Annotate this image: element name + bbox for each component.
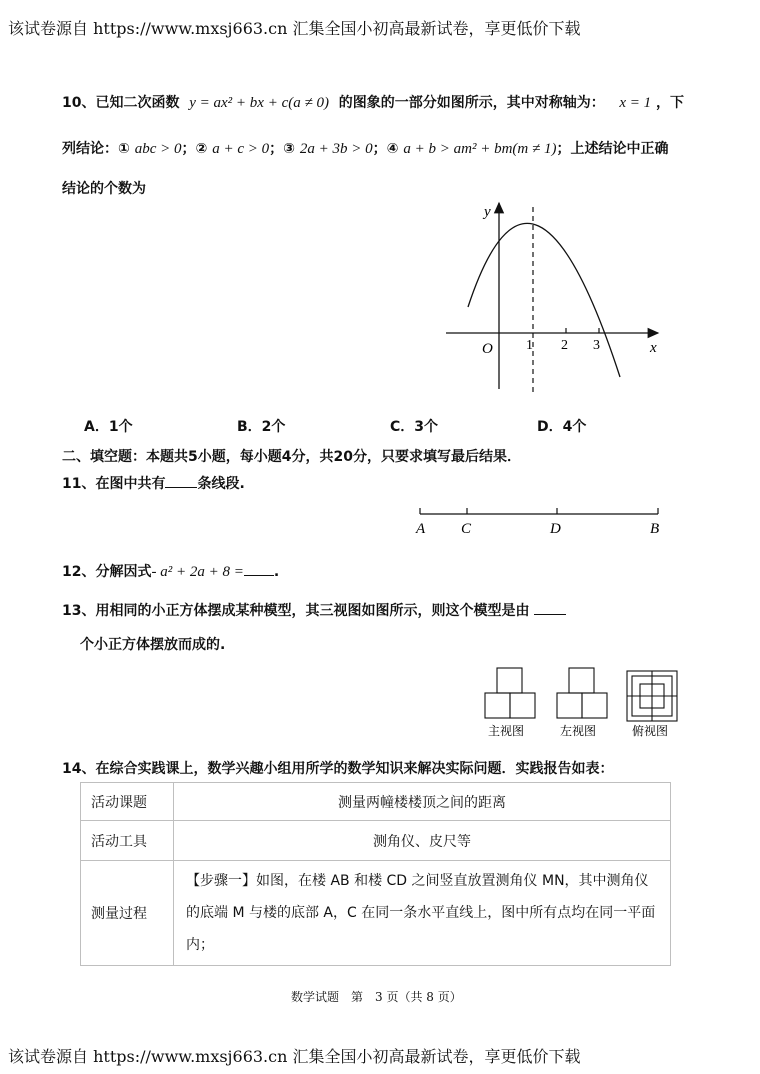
front-view bbox=[485, 668, 535, 718]
point-d-label: D bbox=[550, 521, 561, 537]
tick-label-1: 1 bbox=[526, 338, 533, 353]
q10-text-7: ；④ bbox=[372, 141, 399, 157]
q10-axis: x = 1 bbox=[619, 95, 652, 111]
q10-text-3: ，下 bbox=[655, 95, 684, 111]
segment-figure bbox=[410, 502, 670, 538]
q12-answer-blank bbox=[244, 561, 274, 576]
row-label-topic: 活动课题 bbox=[81, 783, 174, 821]
q14-intro: 14、在综合实践课上，数学兴趣小组用所学的数学知识来解决实际问题．实践报告如表： bbox=[62, 761, 614, 777]
three-views-figure bbox=[480, 665, 680, 743]
q10-conclusion-4: a + b > am² + bm(m ≠ 1) bbox=[403, 141, 557, 157]
q13-answer-blank bbox=[534, 600, 566, 615]
q12-text bbox=[62, 561, 279, 581]
q11-suffix: 条线段. bbox=[197, 476, 245, 492]
q10-line1 bbox=[62, 92, 684, 112]
q10-conclusion-3: 2a + 3b > 0 bbox=[299, 141, 373, 157]
point-b-label: B bbox=[650, 521, 660, 537]
q10-number: 10、 bbox=[62, 95, 96, 111]
q12-suffix: . bbox=[273, 564, 280, 580]
table-row bbox=[81, 861, 671, 966]
top-view-label: 俯视图 bbox=[632, 724, 669, 738]
point-c-label: C bbox=[461, 521, 472, 537]
x-axis-label: x bbox=[650, 340, 657, 356]
top-view bbox=[627, 671, 677, 721]
q12-expression: - a² + 2a + 8 = bbox=[151, 564, 244, 580]
q10-conclusion-1: abc > 0 bbox=[134, 141, 182, 157]
q10-option-a: A．1个 bbox=[84, 419, 133, 435]
q13-line2: 个小正方体摆放而成的. bbox=[80, 637, 226, 653]
row-value-topic: 测量两幢楼楼顶之间的距离 bbox=[174, 783, 671, 821]
q10-text-1: 已知二次函数 bbox=[95, 95, 180, 111]
page-footer: 数学试题 第 3 页（共 8 页） bbox=[291, 990, 462, 1004]
q11-text bbox=[62, 473, 245, 493]
q13-text-1: 13、用相同的小正方体摆成某种模型，其三视图如图所示，则这个模型是由 bbox=[62, 603, 530, 619]
q10-text-2: 的图象的一部分如图所示，其中对称轴为： bbox=[338, 95, 605, 111]
side-view bbox=[557, 668, 607, 718]
q10-line3: 结论的个数为 bbox=[62, 181, 146, 197]
q10-text-6: ；③ bbox=[269, 141, 296, 157]
q10-option-d: D．4个 bbox=[537, 419, 587, 435]
q10-text-4: 列结论：① bbox=[62, 141, 130, 157]
q10-line2 bbox=[62, 138, 668, 158]
q10-option-b: B．2个 bbox=[237, 419, 286, 435]
row-value-tools: 测角仪、皮尺等 bbox=[174, 821, 671, 861]
front-view-label: 主视图 bbox=[488, 724, 525, 738]
q10-text-8: ；上述结论中正确 bbox=[556, 141, 669, 157]
q12-prefix: 12、分解因式 bbox=[62, 564, 152, 580]
parabola-graph bbox=[430, 195, 670, 400]
section-2-heading: 二、填空题：本题共5小题，每小题4分，共20分，只要求填写最后结果． bbox=[62, 449, 521, 465]
table-row bbox=[81, 821, 671, 861]
q11-prefix: 11、在图中共有 bbox=[62, 476, 166, 492]
side-view-label: 左视图 bbox=[560, 724, 597, 738]
q10-option-c: C．3个 bbox=[390, 419, 439, 435]
y-axis-label: y bbox=[484, 204, 491, 220]
q10-function: y = ax² + bx + c(a ≠ 0) bbox=[189, 95, 329, 111]
tick-label-3: 3 bbox=[593, 338, 600, 353]
table-row bbox=[81, 783, 671, 821]
tick-label-2: 2 bbox=[561, 338, 568, 353]
origin-label: O bbox=[482, 341, 493, 357]
top-banner: 该试卷源自 https://www.mxsj663.cn 汇集全国小初高最新试卷，享更低价下载 bbox=[8, 19, 581, 38]
practice-report-table bbox=[80, 782, 671, 966]
row-label-process: 测量过程 bbox=[81, 861, 174, 966]
q10-conclusion-2: a + c > 0 bbox=[212, 141, 270, 157]
point-a-label: A bbox=[416, 521, 426, 537]
q13-line1 bbox=[62, 600, 566, 620]
bottom-banner: 该试卷源自 https://www.mxsj663.cn 汇集全国小初高最新试卷，享更低价下载 bbox=[8, 1047, 581, 1066]
row-value-process: 【步骤一】如图，在楼 AB 和楼 CD 之间竖直放置测角仪 MN，其中测角仪的底端 M 与楼的底部 A，C 在同一条水平直线上，图中所有点均在同一平面内； bbox=[174, 861, 671, 966]
q11-answer-blank bbox=[165, 473, 197, 488]
row-label-tools: 活动工具 bbox=[81, 821, 174, 861]
q10-text-5: ；② bbox=[181, 141, 208, 157]
